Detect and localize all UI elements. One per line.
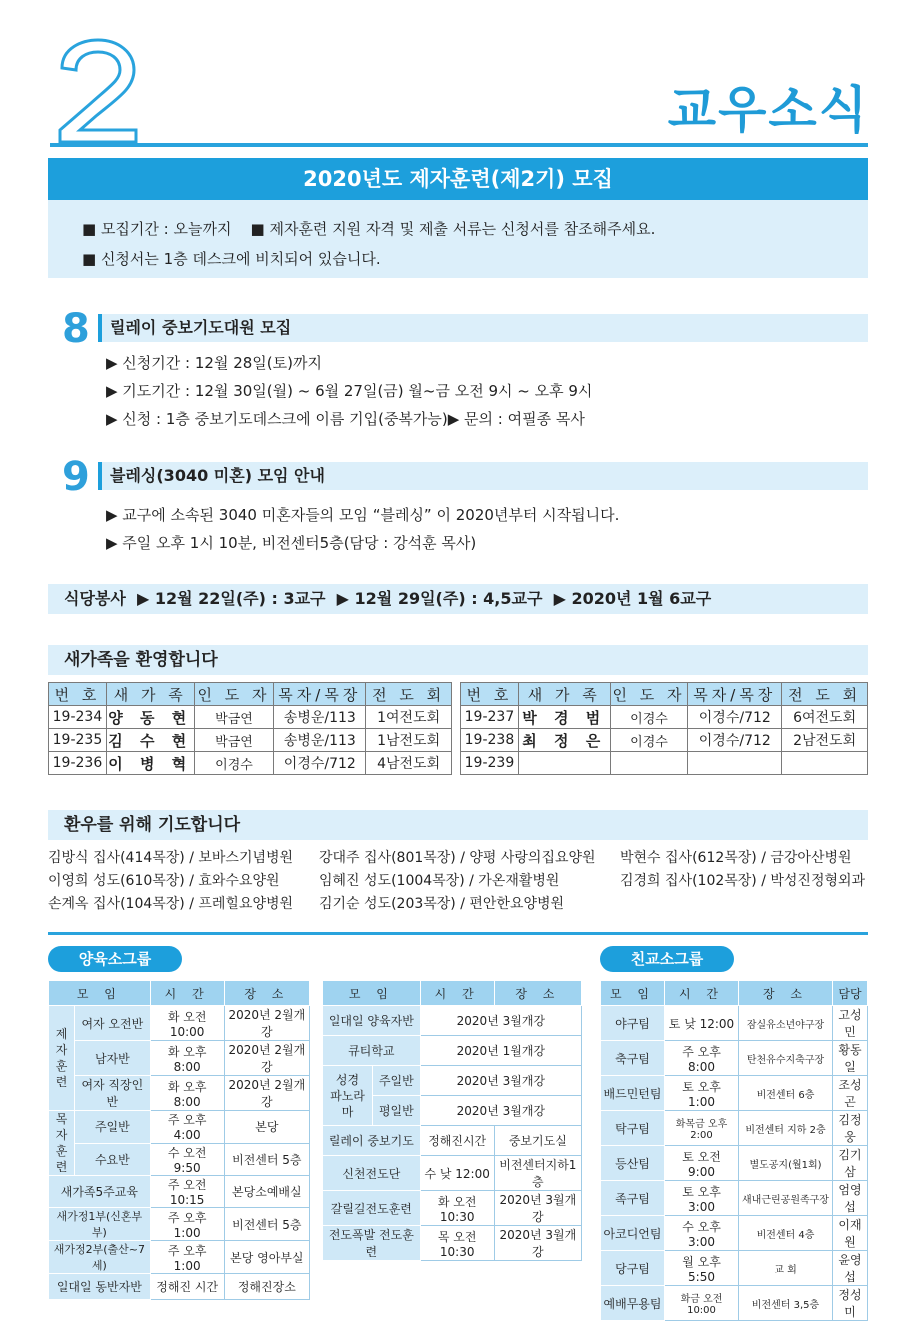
cell xyxy=(518,752,610,775)
cell: 정해진시간 xyxy=(420,1126,494,1156)
cell: 조성곤 xyxy=(833,1076,868,1111)
relay-section-header xyxy=(62,306,868,352)
cell: 2020년 2월개강 xyxy=(224,1076,309,1111)
cell: 송병운/113 xyxy=(274,729,366,752)
cell: 남자반 xyxy=(75,1041,151,1076)
prayer-item: 임혜진 성도(1004목장) / 가온재활병원 xyxy=(319,873,560,889)
recruit-info xyxy=(48,200,868,278)
cell: 아코디언팀 xyxy=(601,1216,665,1251)
cell: 이경수 xyxy=(610,729,688,752)
cell: 탁구팀 xyxy=(601,1111,665,1146)
meal-service: 식당봉사 ▶ 12월 22일(주) : 3교구 ▶ 12월 29일(주) : 4,5교구 ▶ 2020년 1월 6교구 xyxy=(48,584,868,614)
cell: 일대일 동반자반 xyxy=(49,1274,151,1300)
cell: 족구팀 xyxy=(601,1181,665,1216)
cell: 주일반 xyxy=(75,1111,151,1144)
cell: 새내근린공원족구장 xyxy=(739,1181,833,1216)
col-header: 번 호 xyxy=(49,683,107,706)
yangyuk-table xyxy=(48,980,310,1300)
cell: 등산팀 xyxy=(601,1146,665,1181)
blessing-line: ▶ 주일 오후 1시 10분, 비전센터5층(담당 : 강석훈 목사) xyxy=(106,534,477,552)
relay-number: 8 xyxy=(62,306,90,352)
cell: 야구팀 xyxy=(601,1006,665,1041)
cell: 비전센터 5층 xyxy=(224,1143,309,1176)
blessing-section-header xyxy=(62,454,868,500)
table-row xyxy=(49,706,452,729)
cell: 새가정2부(출산~7세) xyxy=(49,1241,151,1274)
cell: 주 오후 8:00 xyxy=(665,1041,739,1076)
cell: 본당소예배실 xyxy=(224,1176,309,1208)
cell: 주 오후 4:00 xyxy=(150,1111,224,1144)
cell: 잠실유소년야구장 xyxy=(739,1006,833,1041)
cell: 새가족5주교육 xyxy=(49,1176,151,1208)
prayer-item: 강대주 집사(801목장) / 양평 사랑의집요양원 xyxy=(319,850,596,866)
cell: 19-238 xyxy=(461,729,519,752)
group-label: 성경 파노라마 xyxy=(323,1066,373,1126)
cell: 1여전도회 xyxy=(366,706,452,729)
cell: 탄천유수지축구장 xyxy=(739,1041,833,1076)
recruit-line-2: ■ 신청서는 1층 데스크에 비치되어 있습니다. xyxy=(82,250,381,268)
cell: 신천전도단 xyxy=(323,1156,421,1191)
yangyuk-title: 양육소그룹 xyxy=(48,946,182,972)
cell: 이경수/712 xyxy=(688,729,782,752)
col-header: 전 도 회 xyxy=(366,683,452,706)
cell: 이경수 xyxy=(194,752,274,775)
cell: 엄영섭 xyxy=(833,1181,868,1216)
cell: 김정웅 xyxy=(833,1111,868,1146)
col-header: 새 가 족 xyxy=(106,683,194,706)
col-header: 장 소 xyxy=(739,981,833,1006)
cell: 2020년 3월개강 xyxy=(420,1006,581,1036)
cell: 정해진 시간 xyxy=(150,1274,224,1300)
cell: 2020년 1월개강 xyxy=(420,1036,581,1066)
page-title: 교우소식 xyxy=(667,81,869,139)
cell: 고성민 xyxy=(833,1006,868,1041)
cell: 19-236 xyxy=(49,752,107,775)
section-number-outline xyxy=(52,38,142,146)
cell: 4남전도회 xyxy=(366,752,452,775)
cell: 6여전도회 xyxy=(782,706,868,729)
cell: 이재원 xyxy=(833,1216,868,1251)
prayer-title: 환우를 위해 기도합니다 xyxy=(48,810,868,840)
cell: 이경수/712 xyxy=(688,706,782,729)
cell: 2020년 3월개강 xyxy=(494,1226,581,1261)
cell: 송병운/113 xyxy=(274,706,366,729)
prayer-item: 손계옥 집사(104목장) / 프레힐요양병원 xyxy=(48,896,294,912)
cell: 일대일 양육자반 xyxy=(323,1006,421,1036)
cell: 박금연 xyxy=(194,706,274,729)
cell: 토 낮 12:00 xyxy=(665,1006,739,1041)
cell: 19-239 xyxy=(461,752,519,775)
cell: 예배무용팀 xyxy=(601,1286,665,1321)
prayer-item: 김기순 성도(203목장) / 편안한요양병원 xyxy=(319,896,565,912)
cell: 축구팀 xyxy=(601,1041,665,1076)
cell: 전도폭발 전도훈련 xyxy=(323,1226,421,1261)
cell: 2020년 2월개강 xyxy=(224,1006,309,1041)
table-row xyxy=(461,752,868,775)
cell: 토 오후 3:00 xyxy=(665,1181,739,1216)
cell: 중보기도실 xyxy=(494,1126,581,1156)
prayer-item: 이영희 성도(610목장) / 효와수요양원 xyxy=(48,873,280,889)
cell: 비전센터 지하 2층 xyxy=(739,1111,833,1146)
cell: 화 오후 8:00 xyxy=(150,1076,224,1111)
col-header: 전 도 회 xyxy=(782,683,868,706)
relay-line: ▶ 신청 : 1층 중보기도데스크에 이름 기입(중복가능)▶ 문의 : 여필종 목사 xyxy=(106,410,585,428)
cell: 목 오전10:30 xyxy=(420,1226,494,1261)
cell: 김 수 현 xyxy=(106,729,194,752)
cell: 화금 오전10:00 xyxy=(665,1286,739,1321)
cell: 여자 직장인반 xyxy=(75,1076,151,1111)
newfamily-table-right xyxy=(460,682,868,775)
newfamily-table-left xyxy=(48,682,452,775)
cell: 양 동 현 xyxy=(106,706,194,729)
chingyo-title: 친교소그룹 xyxy=(600,946,734,972)
cell: 비전센터 4층 xyxy=(739,1216,833,1251)
cell: 새가정1부(신혼부부) xyxy=(49,1208,151,1241)
cell: 본당 영아부실 xyxy=(224,1241,309,1274)
col-header: 목자/목장 xyxy=(688,683,782,706)
cell: 박금연 xyxy=(194,729,274,752)
col-header: 인 도 자 xyxy=(194,683,274,706)
table-row xyxy=(49,729,452,752)
col-header: 담당 xyxy=(833,981,868,1006)
cell: 비전센터 5층 xyxy=(224,1208,309,1241)
cell: 1남전도회 xyxy=(366,729,452,752)
cell: 2020년 3월개강 xyxy=(494,1191,581,1226)
blessing-title: 블레싱(3040 미혼) 모임 안내 xyxy=(98,462,868,490)
blessing-number: 9 xyxy=(62,454,90,500)
cell: 이경수/712 xyxy=(274,752,366,775)
chingyo-table xyxy=(600,980,868,1321)
relay-line: ▶ 신청기간 : 12월 28일(토)까지 xyxy=(106,354,322,372)
group-label: 목자 훈련 xyxy=(49,1111,75,1176)
col-header: 모 임 xyxy=(323,981,421,1006)
cell: 화 오전10:00 xyxy=(150,1006,224,1041)
col-header: 모 임 xyxy=(49,981,151,1006)
cell: 토 오후 1:00 xyxy=(665,1076,739,1111)
cell: 19-235 xyxy=(49,729,107,752)
col-header: 시 간 xyxy=(150,981,224,1006)
cell: 비전센터지하1층 xyxy=(494,1156,581,1191)
recruit-title: 2020년도 제자훈련(제2기) 모집 xyxy=(48,158,868,200)
cell: 박 경 범 xyxy=(518,706,610,729)
middle-table xyxy=(322,980,582,1261)
cell: 2남전도회 xyxy=(782,729,868,752)
prayer-item: 박현수 집사(612목장) / 금강아산병원 xyxy=(620,850,852,866)
cell: 비전센터 3,5층 xyxy=(739,1286,833,1321)
prayer-item: 김경희 집사(102목장) / 박성진정형외과 xyxy=(620,873,866,889)
cell: 별도공지(월1회) xyxy=(739,1146,833,1181)
cell xyxy=(688,752,782,775)
relay-line: ▶ 기도기간 : 12월 30일(월) ~ 6월 27일(금) 월~금 오전 9시 ~ 오후 9시 xyxy=(106,382,593,400)
cell: 주 오전10:15 xyxy=(150,1176,224,1208)
relay-title: 릴레이 중보기도대원 모집 xyxy=(98,314,868,342)
cell: 화 오전10:30 xyxy=(420,1191,494,1226)
cell: 여자 오전반 xyxy=(75,1006,151,1041)
newfamily-title: 새가족을 환영합니다 xyxy=(48,645,868,675)
cell: 갈릴길전도훈련 xyxy=(323,1191,421,1226)
col-header: 시 간 xyxy=(420,981,494,1006)
cell: 월 오후 5:50 xyxy=(665,1251,739,1286)
cell: 비전센터 6층 xyxy=(739,1076,833,1111)
col-header: 목자/목장 xyxy=(274,683,366,706)
blessing-line: ▶ 교구에 소속된 3040 미혼자들의 모임 “블레싱” 이 2020년부터 시작됩니다. xyxy=(106,506,620,524)
col-header: 장 소 xyxy=(224,981,309,1006)
cell: 릴레이 중보기도 xyxy=(323,1126,421,1156)
cell: 수 오전 9:50 xyxy=(150,1143,224,1176)
blessing-lines xyxy=(106,501,619,557)
col-header: 새 가 족 xyxy=(518,683,610,706)
cell: 토 오전 9:00 xyxy=(665,1146,739,1181)
cell: 황동일 xyxy=(833,1041,868,1076)
cell: 본당 xyxy=(224,1111,309,1144)
header-rule xyxy=(50,143,868,147)
col-header: 인 도 자 xyxy=(610,683,688,706)
table-row xyxy=(461,706,868,729)
cell: 화목금 오후 2:00 xyxy=(665,1111,739,1146)
relay-lines xyxy=(106,349,592,433)
cell: 주 오후 1:00 xyxy=(150,1208,224,1241)
prayer-item: 김방식 집사(414목장) / 보바스기념병원 xyxy=(48,850,294,866)
cell: 19-234 xyxy=(49,706,107,729)
group-label: 제자 훈련 xyxy=(49,1006,75,1111)
cell: 화 오후 8:00 xyxy=(150,1041,224,1076)
cell: 2020년 3월개강 xyxy=(420,1096,581,1126)
cell: 평일반 xyxy=(373,1096,421,1126)
col-header: 장 소 xyxy=(494,981,581,1006)
cell: 최 정 은 xyxy=(518,729,610,752)
cell: 당구팀 xyxy=(601,1251,665,1286)
col-header: 시 간 xyxy=(665,981,739,1006)
recruit-line-1: ■ 모집기간 : 오늘까지 ■ 제자훈련 지원 자격 및 제출 서류는 신청서를 참조해주세요. xyxy=(82,220,656,238)
cell: 이경수 xyxy=(610,706,688,729)
cell: 수요반 xyxy=(75,1143,151,1176)
cell: 주일반 xyxy=(373,1066,421,1096)
cell: 교 회 xyxy=(739,1251,833,1286)
cell: 큐티학교 xyxy=(323,1036,421,1066)
col-header: 모 임 xyxy=(601,981,665,1006)
table-row xyxy=(461,729,868,752)
cell: 배드민턴팀 xyxy=(601,1076,665,1111)
cell xyxy=(610,752,688,775)
cell: 정해진장소 xyxy=(224,1274,309,1300)
cell: 윤영섭 xyxy=(833,1251,868,1286)
cell: 이 병 혁 xyxy=(106,752,194,775)
table-row xyxy=(49,752,452,775)
cell: 수 낮 12:00 xyxy=(420,1156,494,1191)
cell: 정성미 xyxy=(833,1286,868,1321)
cell: 2020년 3월개강 xyxy=(420,1066,581,1096)
cell: 수 오후 3:00 xyxy=(665,1216,739,1251)
cell: 김기삼 xyxy=(833,1146,868,1181)
section-divider xyxy=(48,932,868,935)
col-header: 번 호 xyxy=(461,683,519,706)
cell: 주 오후 1:00 xyxy=(150,1241,224,1274)
cell: 2020년 2월개강 xyxy=(224,1041,309,1076)
cell: 19-237 xyxy=(461,706,519,729)
cell xyxy=(782,752,868,775)
